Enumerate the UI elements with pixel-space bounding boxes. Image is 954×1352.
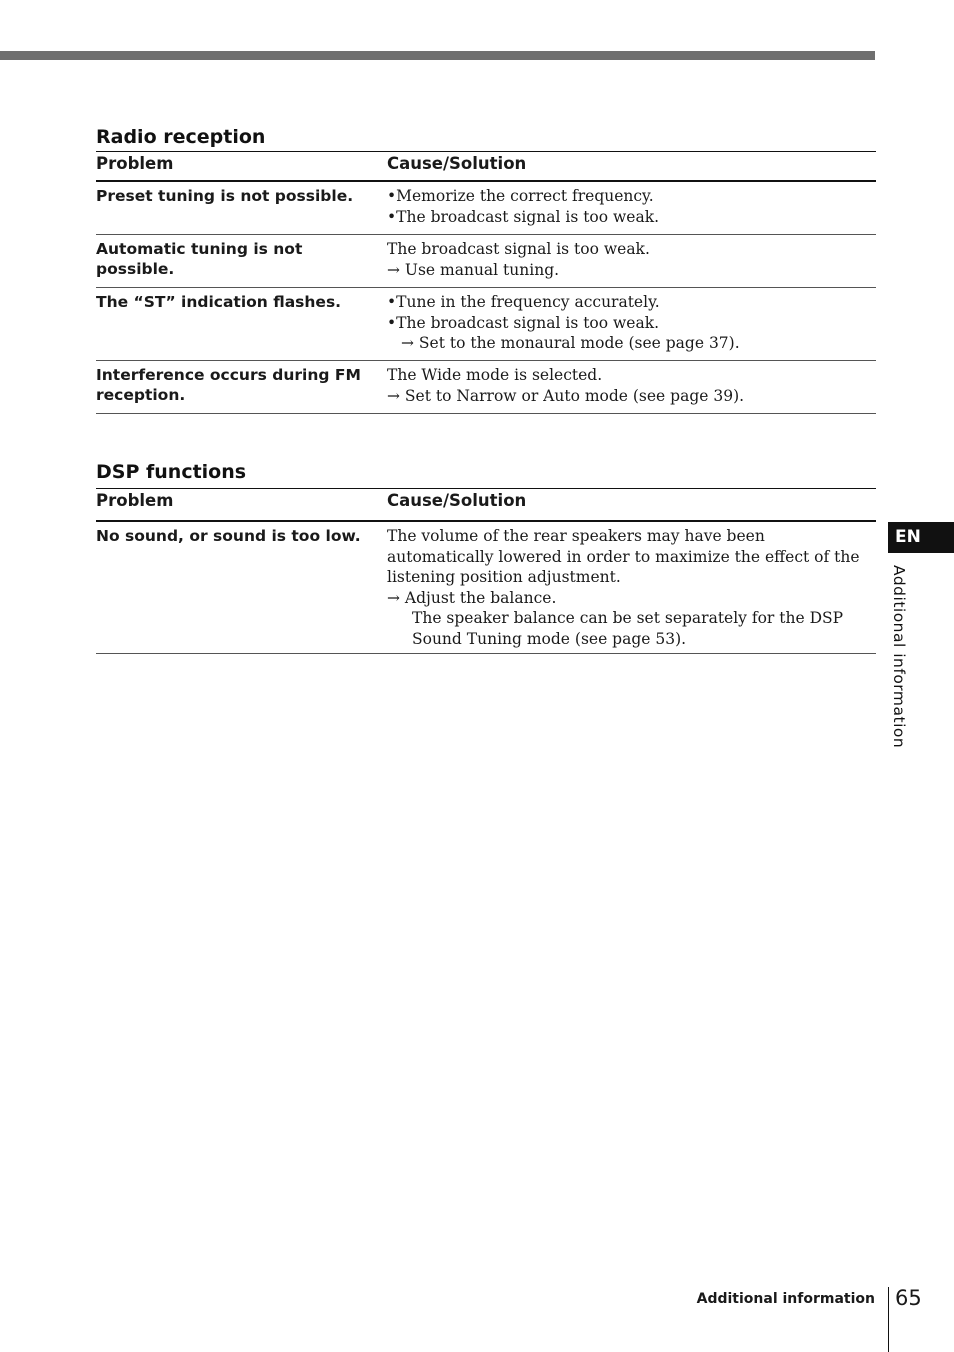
solution-line: The Wide mode is selected. [387, 366, 603, 384]
solution-line: •Tune in the frequency accurately. [387, 293, 660, 311]
solution-line: → Adjust the balance. [387, 588, 557, 607]
radio-table [96, 151, 876, 414]
page-number: 65 [895, 1286, 922, 1310]
header-cause: Cause/Solution [387, 491, 527, 510]
problem-cell: The “ST” indication flashes. [96, 293, 342, 311]
footer-section-label: Additional information [696, 1291, 875, 1307]
solution-line: •Memorize the correct frequency. [387, 187, 654, 205]
table-row [96, 361, 876, 414]
header-cause: Cause/Solution [387, 154, 527, 173]
solution-cell [387, 292, 876, 354]
table-row [96, 522, 876, 654]
language-tab: EN [888, 522, 954, 553]
side-section-label: Additional information [890, 565, 908, 749]
problem-cell: Preset tuning is not possible. [96, 187, 354, 205]
header-problem: Problem [96, 154, 174, 173]
solution-line: •The broadcast signal is too weak. [387, 313, 660, 332]
dsp-table [96, 488, 876, 654]
solution-line: → Use manual tuning. [387, 260, 560, 279]
section-title-dsp: DSP functions [96, 461, 247, 483]
solution-line: The broadcast signal is too weak. [387, 240, 650, 258]
section-title-radio: Radio reception [96, 126, 266, 148]
table-row [96, 288, 876, 361]
solution-cell [387, 365, 876, 407]
solution-line: → Set to the monaural mode (see page 37). [401, 334, 740, 352]
problem-cell: Automatic tuning is not possible. [96, 240, 303, 278]
solution-cell [387, 186, 876, 228]
solution-line: → Set to Narrow or Auto mode (see page 39). [387, 386, 745, 405]
solution-line: •The broadcast signal is too weak. [387, 207, 660, 226]
table-header [96, 151, 876, 182]
solution-line: The volume of the rear speakers may have been automatically lowered in order to maximize the effect of the listening position adjustment. [387, 527, 860, 586]
footer-divider [888, 1287, 889, 1352]
solution-cell [387, 526, 876, 647]
solution-cell [387, 239, 876, 281]
table-row [96, 235, 876, 288]
top-rule [0, 51, 875, 60]
problem-cell: Interference occurs during FM reception. [96, 366, 361, 404]
problem-cell: No sound, or sound is too low. [96, 527, 361, 545]
solution-line: The speaker balance can be set separately for the DSP Sound Tuning mode (see page 53). [412, 609, 844, 648]
header-problem: Problem [96, 491, 174, 510]
table-row [96, 182, 876, 235]
table-header [96, 488, 876, 522]
